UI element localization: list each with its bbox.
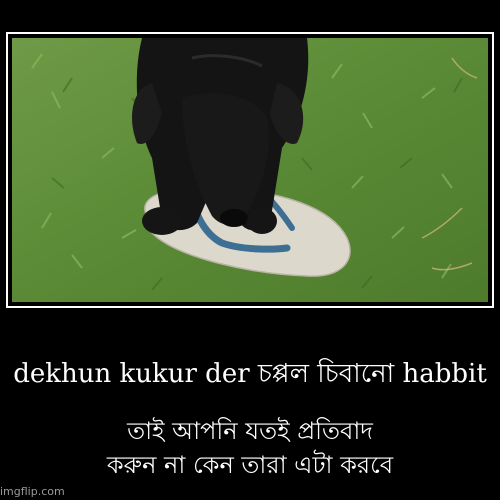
poster-subtitle (0, 414, 500, 482)
poster-title: dekhun kukur der চপ্পল চিবানো habbit (13, 359, 487, 389)
imgflip-watermark: imgflip.com (0, 485, 65, 498)
subtitle-line-2: করুন না কেন তারা এটা করবে (106, 451, 394, 479)
dog-photo (12, 38, 488, 302)
subtitle-line-1: তাই আপনি যতই প্রতিবাদ (127, 417, 373, 445)
